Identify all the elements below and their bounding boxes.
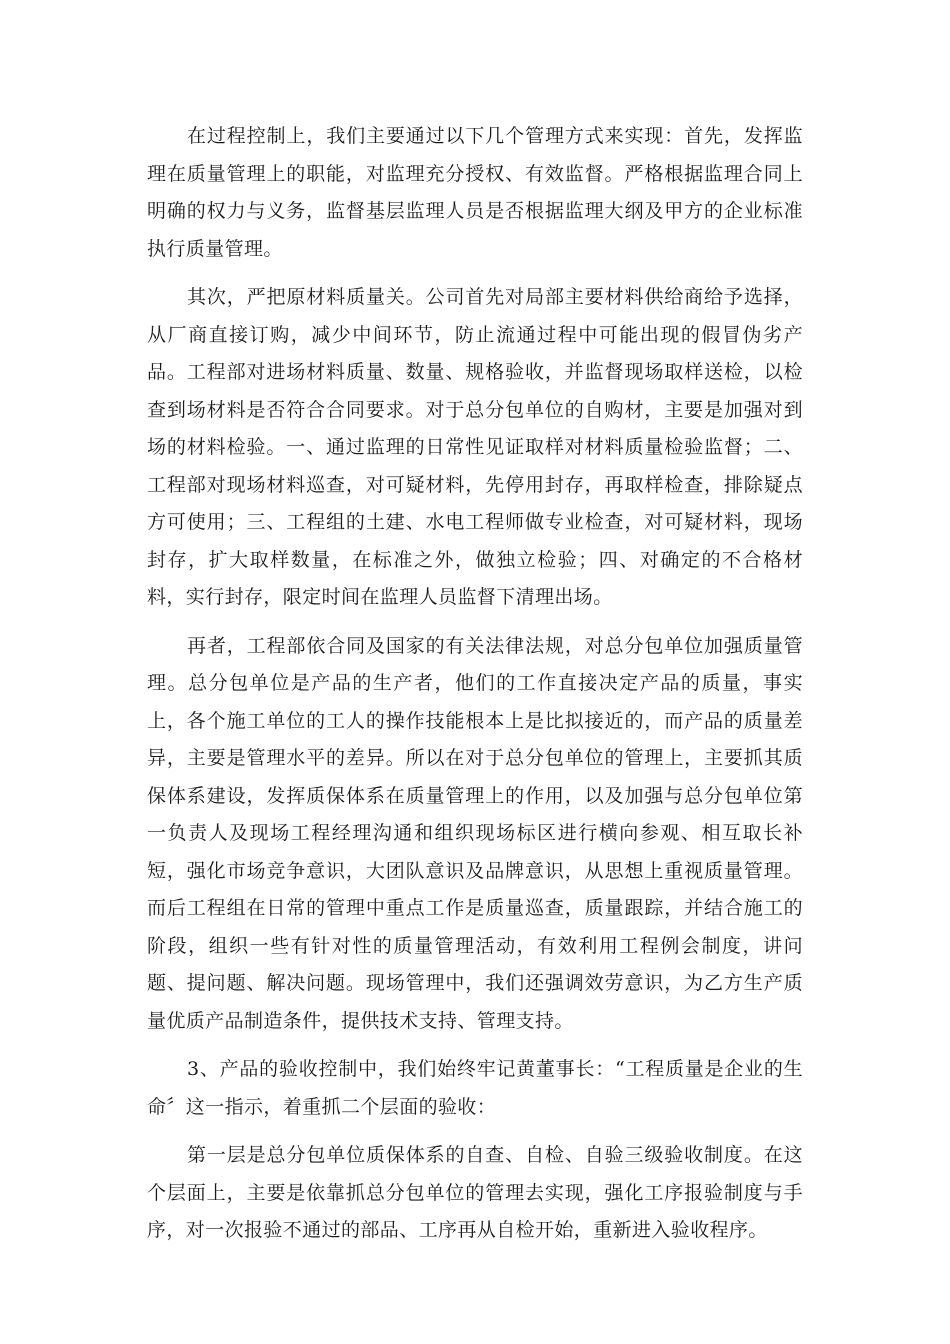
paragraph-raw-materials: 其次，严把原材料质量关。公司首先对局部主要材料供给商给予选择，从厂商直接订购，减少中间环节，防止流通过程中可能出现的假冒伪劣产品。工程部对进场材料质量、数量、规格验收，并监督现场取样送检，以检查到场材料是否符合合同要求。对于总分包单位的自购材，主要是加强对到场的材料检验。一、通过监理的日常性见证取样对材料质量检验监督；二、工程部对现场材料巡查，对可疑材料，先停用封存，再取样检查，排除疑点方可使用；三、工程组的土建、水电工程师做专业检查，对可疑材料，现场封存，扩大取样数量，在标准之外，做独立检验；四、对确定的不合格材料，实行封存，限定时间在监理人员监督下清理出场。 xyxy=(147,286,803,608)
paragraph-acceptance-control: 3、产品的验收控制中，我们始终牢记黄董事长：“工程质量是企业的生命〞这一指示，着重抓二个层面的验收： xyxy=(147,1058,803,1118)
paragraph-first-layer: 第一层是总分包单位质保体系的自查、自检、自验三级验收制度。在这个层面上，主要是依靠抓总分包单位的管理去实现，强化工序报验制度与手序，对一次报验不通过的部品、工序再从自检开始，重新进入验收程序。 xyxy=(147,1144,803,1241)
document-body xyxy=(147,118,803,1261)
paragraph-contractor-management: 再者，工程部依合同及国家的有关法律法规，对总分包单位加强质量管理。总分包单位是产品的生产者，他们的工作直接决定产品的质量，事实上，各个施工单位的工人的操作技能根本上是比拟接近的，而产品的质量差异，主要是管理水平的差异。所以在对于总分包单位的管理上，主要抓其质保体系建设，发挥质保体系在质量管理上的作用，以及加强与总分包单位第一负责人及现场工程经理沟通和组织现场标区进行横向参观、相互取长补短，强化市场竞争意识，大团队意识及品牌意识，从思想上重视质量管理。而后工程组在日常的管理中重点工作是质量巡查，质量跟踪，并结合施工的阶段，组织一些有针对性的质量管理活动，有效利用工程例会制度，讲问题、提问题、解决问题。现场管理中，我们还强调效劳意识，为乙方生产质量优质产品制造条件，提供技术支持、管理支持。 xyxy=(147,634,803,1032)
paragraph-process-control: 在过程控制上，我们主要通过以下几个管理方式来实现：首先，发挥监理在质量管理上的职能，对监理充分授权、有效监督。严格根据监理合同上明确的权力与义务，监督基层监理人员是否根据监理大纲及甲方的企业标准执行质量管理。 xyxy=(147,125,803,260)
